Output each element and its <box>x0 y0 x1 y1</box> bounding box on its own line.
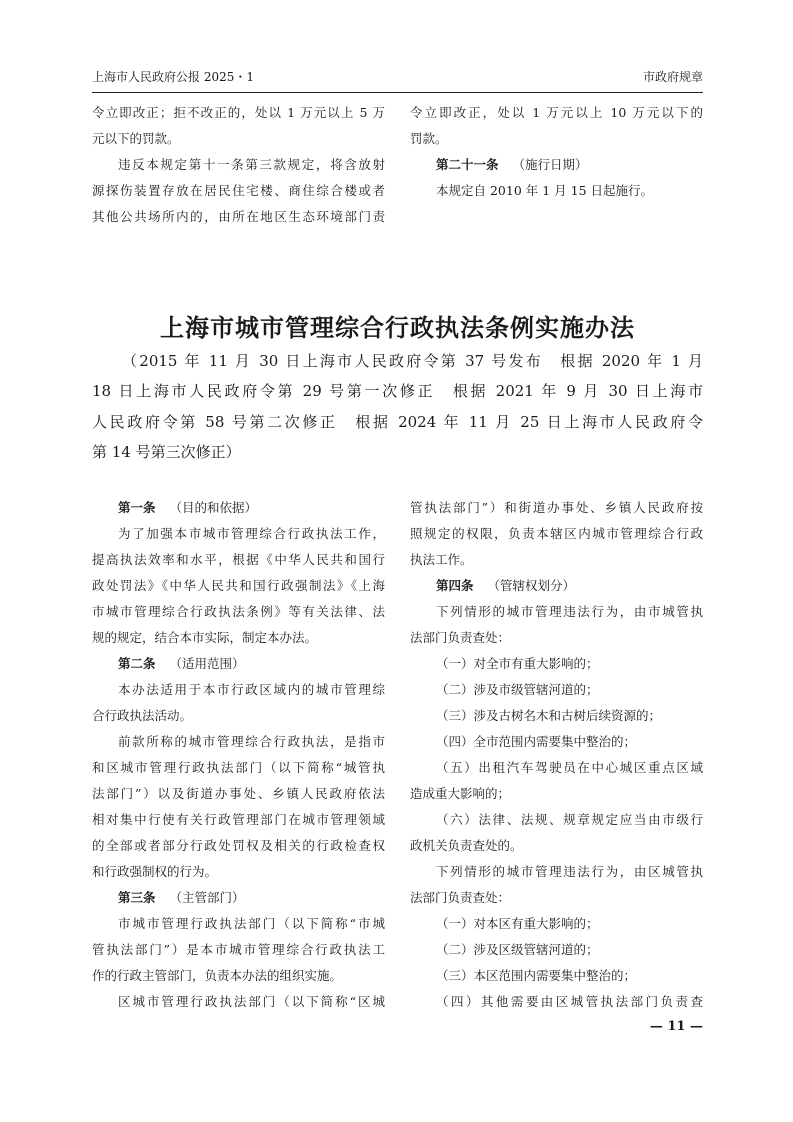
text-line <box>92 152 385 178</box>
line-text: （四）其他需要由区城管执法部门负责查 <box>436 994 703 1009</box>
line-text: （六）法律、法规、规章规定应当由市级行 <box>436 812 703 827</box>
running-header <box>92 66 703 93</box>
line-text: 的全部或者部分行政处罚权及相关的行政检查权 <box>92 838 385 853</box>
text-line <box>92 573 385 599</box>
text-line <box>92 376 703 406</box>
text-line <box>92 126 385 152</box>
text-line <box>410 495 703 521</box>
text-line <box>92 781 385 807</box>
article-caption: （主管部门） <box>169 890 245 905</box>
line-text: 前款所称的城市管理综合行政执法，是指市 <box>118 734 385 749</box>
text-line <box>92 703 385 729</box>
body-right-column <box>410 495 703 1015</box>
article-number: 第四条 <box>436 578 474 593</box>
text-line <box>92 625 385 651</box>
line-text: 令立即改正，处以 1 万元以上 10 万元以下的 <box>410 105 703 120</box>
text-line <box>92 937 385 963</box>
article-heading-line <box>410 152 703 178</box>
text-line <box>92 346 703 376</box>
text-line <box>410 521 703 547</box>
text-line <box>92 677 385 703</box>
article-heading-line <box>92 651 385 677</box>
article-heading-line <box>92 885 385 911</box>
text-line <box>92 859 385 885</box>
line-text: 为了加强本市城市管理综合行政执法工作， <box>118 526 385 541</box>
text-line <box>410 989 703 1015</box>
top-left-column <box>92 100 385 230</box>
line-text: （二）涉及区级管辖河道的； <box>436 942 599 957</box>
article-heading-line <box>92 495 385 521</box>
text-line <box>410 126 703 152</box>
line-text: 照规定的权限，负责本辖区内城市管理综合行政 <box>410 526 703 541</box>
text-line <box>92 989 385 1015</box>
article-caption: （管辖权划分） <box>487 578 576 593</box>
body-left-column <box>92 495 385 1015</box>
article-number: 第二条 <box>118 656 156 671</box>
text-line <box>92 521 385 547</box>
page-number: — 11 — <box>649 1019 703 1034</box>
section-name: 市政府规章 <box>642 70 703 84</box>
line-text: 市城市管理综合行政执法条例》等有关法律、法 <box>92 604 385 619</box>
text-line <box>92 100 385 126</box>
line-text: 造成重大影响的； <box>410 786 511 801</box>
line-text: （2015 年 11 月 30 日上海市人民政府令第 37 号发布 根据 2020 年 1 月 <box>122 352 703 370</box>
line-text: （四）全市范围内需要集中整治的； <box>436 734 637 749</box>
text-line <box>92 178 385 204</box>
text-line <box>410 703 703 729</box>
text-line <box>410 885 703 911</box>
line-text: 管执法部门”）和街道办事处、乡镇人民政府按 <box>410 500 703 515</box>
line-text: 执法工作。 <box>410 552 473 567</box>
line-text: 区城市管理行政执法部门（以下简称“区城 <box>118 994 385 1009</box>
line-text: 下列情形的城市管理违法行为，由区城管执 <box>436 864 703 879</box>
text-line <box>92 911 385 937</box>
article-heading-line <box>410 573 703 599</box>
line-text: （一）对全市有重大影响的； <box>436 656 599 671</box>
text-line <box>410 911 703 937</box>
article-number: 第二十一条 <box>436 157 499 172</box>
article-number: 第一条 <box>118 500 156 515</box>
line-text: 合行政执法活动。 <box>92 708 193 723</box>
text-line <box>92 807 385 833</box>
text-line <box>410 937 703 963</box>
line-text: 18 日上海市人民政府令第 29 号第一次修正 根据 2021 年 9 月 30 日上海市 <box>92 382 703 401</box>
text-line <box>410 599 703 625</box>
document-subtitle <box>92 346 703 467</box>
text-line <box>410 963 703 989</box>
text-line <box>92 547 385 573</box>
line-text: 本办法适用于本市行政区域内的城市管理综 <box>118 682 385 697</box>
text-line <box>410 100 703 126</box>
text-line <box>92 437 703 467</box>
line-text: 下列情形的城市管理违法行为，由市城管执 <box>436 604 703 619</box>
line-text: 政处罚法》《中华人民共和国行政强制法》《上海 <box>92 578 385 593</box>
text-line <box>92 963 385 989</box>
line-text: （二）涉及市级管辖河道的； <box>436 682 599 697</box>
text-line <box>92 755 385 781</box>
line-text: 源探伤装置存放在居民住宅楼、商住综合楼或者 <box>92 183 385 198</box>
line-text: 政机关负责查处的。 <box>410 838 523 853</box>
line-text: 作的行政主管部门，负责本办法的组织实施。 <box>92 968 343 983</box>
text-line <box>410 651 703 677</box>
line-text: （五）出租汽车驾驶员在中心城区重点区域 <box>436 760 703 775</box>
line-text: （三）本区范围内需要集中整治的； <box>436 968 637 983</box>
article-caption: （目的和依据） <box>169 500 258 515</box>
text-line <box>92 729 385 755</box>
line-text: （一）对本区有重大影响的； <box>436 916 599 931</box>
line-text: 相对集中行使有关行政管理部门在城市管理领域 <box>92 812 385 827</box>
text-line <box>410 807 703 833</box>
top-right-column <box>410 100 703 204</box>
line-text: 元以下的罚款。 <box>92 131 180 146</box>
line-text: 令立即改正；拒不改正的，处以 1 万元以上 5 万 <box>92 105 385 120</box>
line-text: 第 14 号第三次修正） <box>92 442 241 461</box>
line-text: 本规定自 2010 年 1 月 15 日起施行。 <box>436 183 654 198</box>
line-text: 提高执法效率和水平，根据《中华人民共和国行 <box>92 552 385 567</box>
line-text: 法部门负责查处： <box>410 890 511 905</box>
line-text: 其他公共场所内的，由所在地区生态环境部门责 <box>92 209 385 224</box>
line-text: （三）涉及古树名木和古树后续资源的； <box>436 708 662 723</box>
line-text: 和区城市管理行政执法部门（以下简称“城管执 <box>92 760 385 775</box>
line-text: 人民政府令第 58 号第二次修正 根据 2024 年 11 月 25 日上海市人民政府令 <box>92 412 703 431</box>
text-line <box>410 625 703 651</box>
text-line <box>410 833 703 859</box>
line-text: 规的规定，结合本市实际，制定本办法。 <box>92 630 318 645</box>
text-line <box>410 729 703 755</box>
text-line <box>410 781 703 807</box>
document-title: 上海市城市管理综合行政执法条例实施办法 <box>160 313 635 342</box>
text-line <box>410 547 703 573</box>
line-text: 违反本规定第十一条第三款规定，将含放射 <box>118 157 385 172</box>
line-text: 罚款。 <box>410 131 448 146</box>
line-text: 和行政强制权的行为。 <box>92 864 218 879</box>
article-caption: （适用范围） <box>169 656 245 671</box>
line-text: 市城市管理行政执法部门（以下简称“市城 <box>118 916 385 931</box>
line-text: 法部门负责查处： <box>410 630 511 645</box>
text-line <box>410 677 703 703</box>
text-line <box>410 859 703 885</box>
text-line <box>92 833 385 859</box>
line-text: 法部门”）以及街道办事处、乡镇人民政府依法 <box>92 786 385 801</box>
line-text: 管执法部门”）是本市城市管理综合行政执法工 <box>92 942 385 957</box>
article-caption: （施行日期） <box>512 157 588 172</box>
text-line <box>92 599 385 625</box>
publication-name: 上海市人民政府公报 2025・1 <box>92 70 254 84</box>
text-line <box>92 204 385 230</box>
text-line <box>410 178 703 204</box>
text-line <box>410 755 703 781</box>
text-line <box>92 407 703 437</box>
article-number: 第三条 <box>118 890 156 905</box>
